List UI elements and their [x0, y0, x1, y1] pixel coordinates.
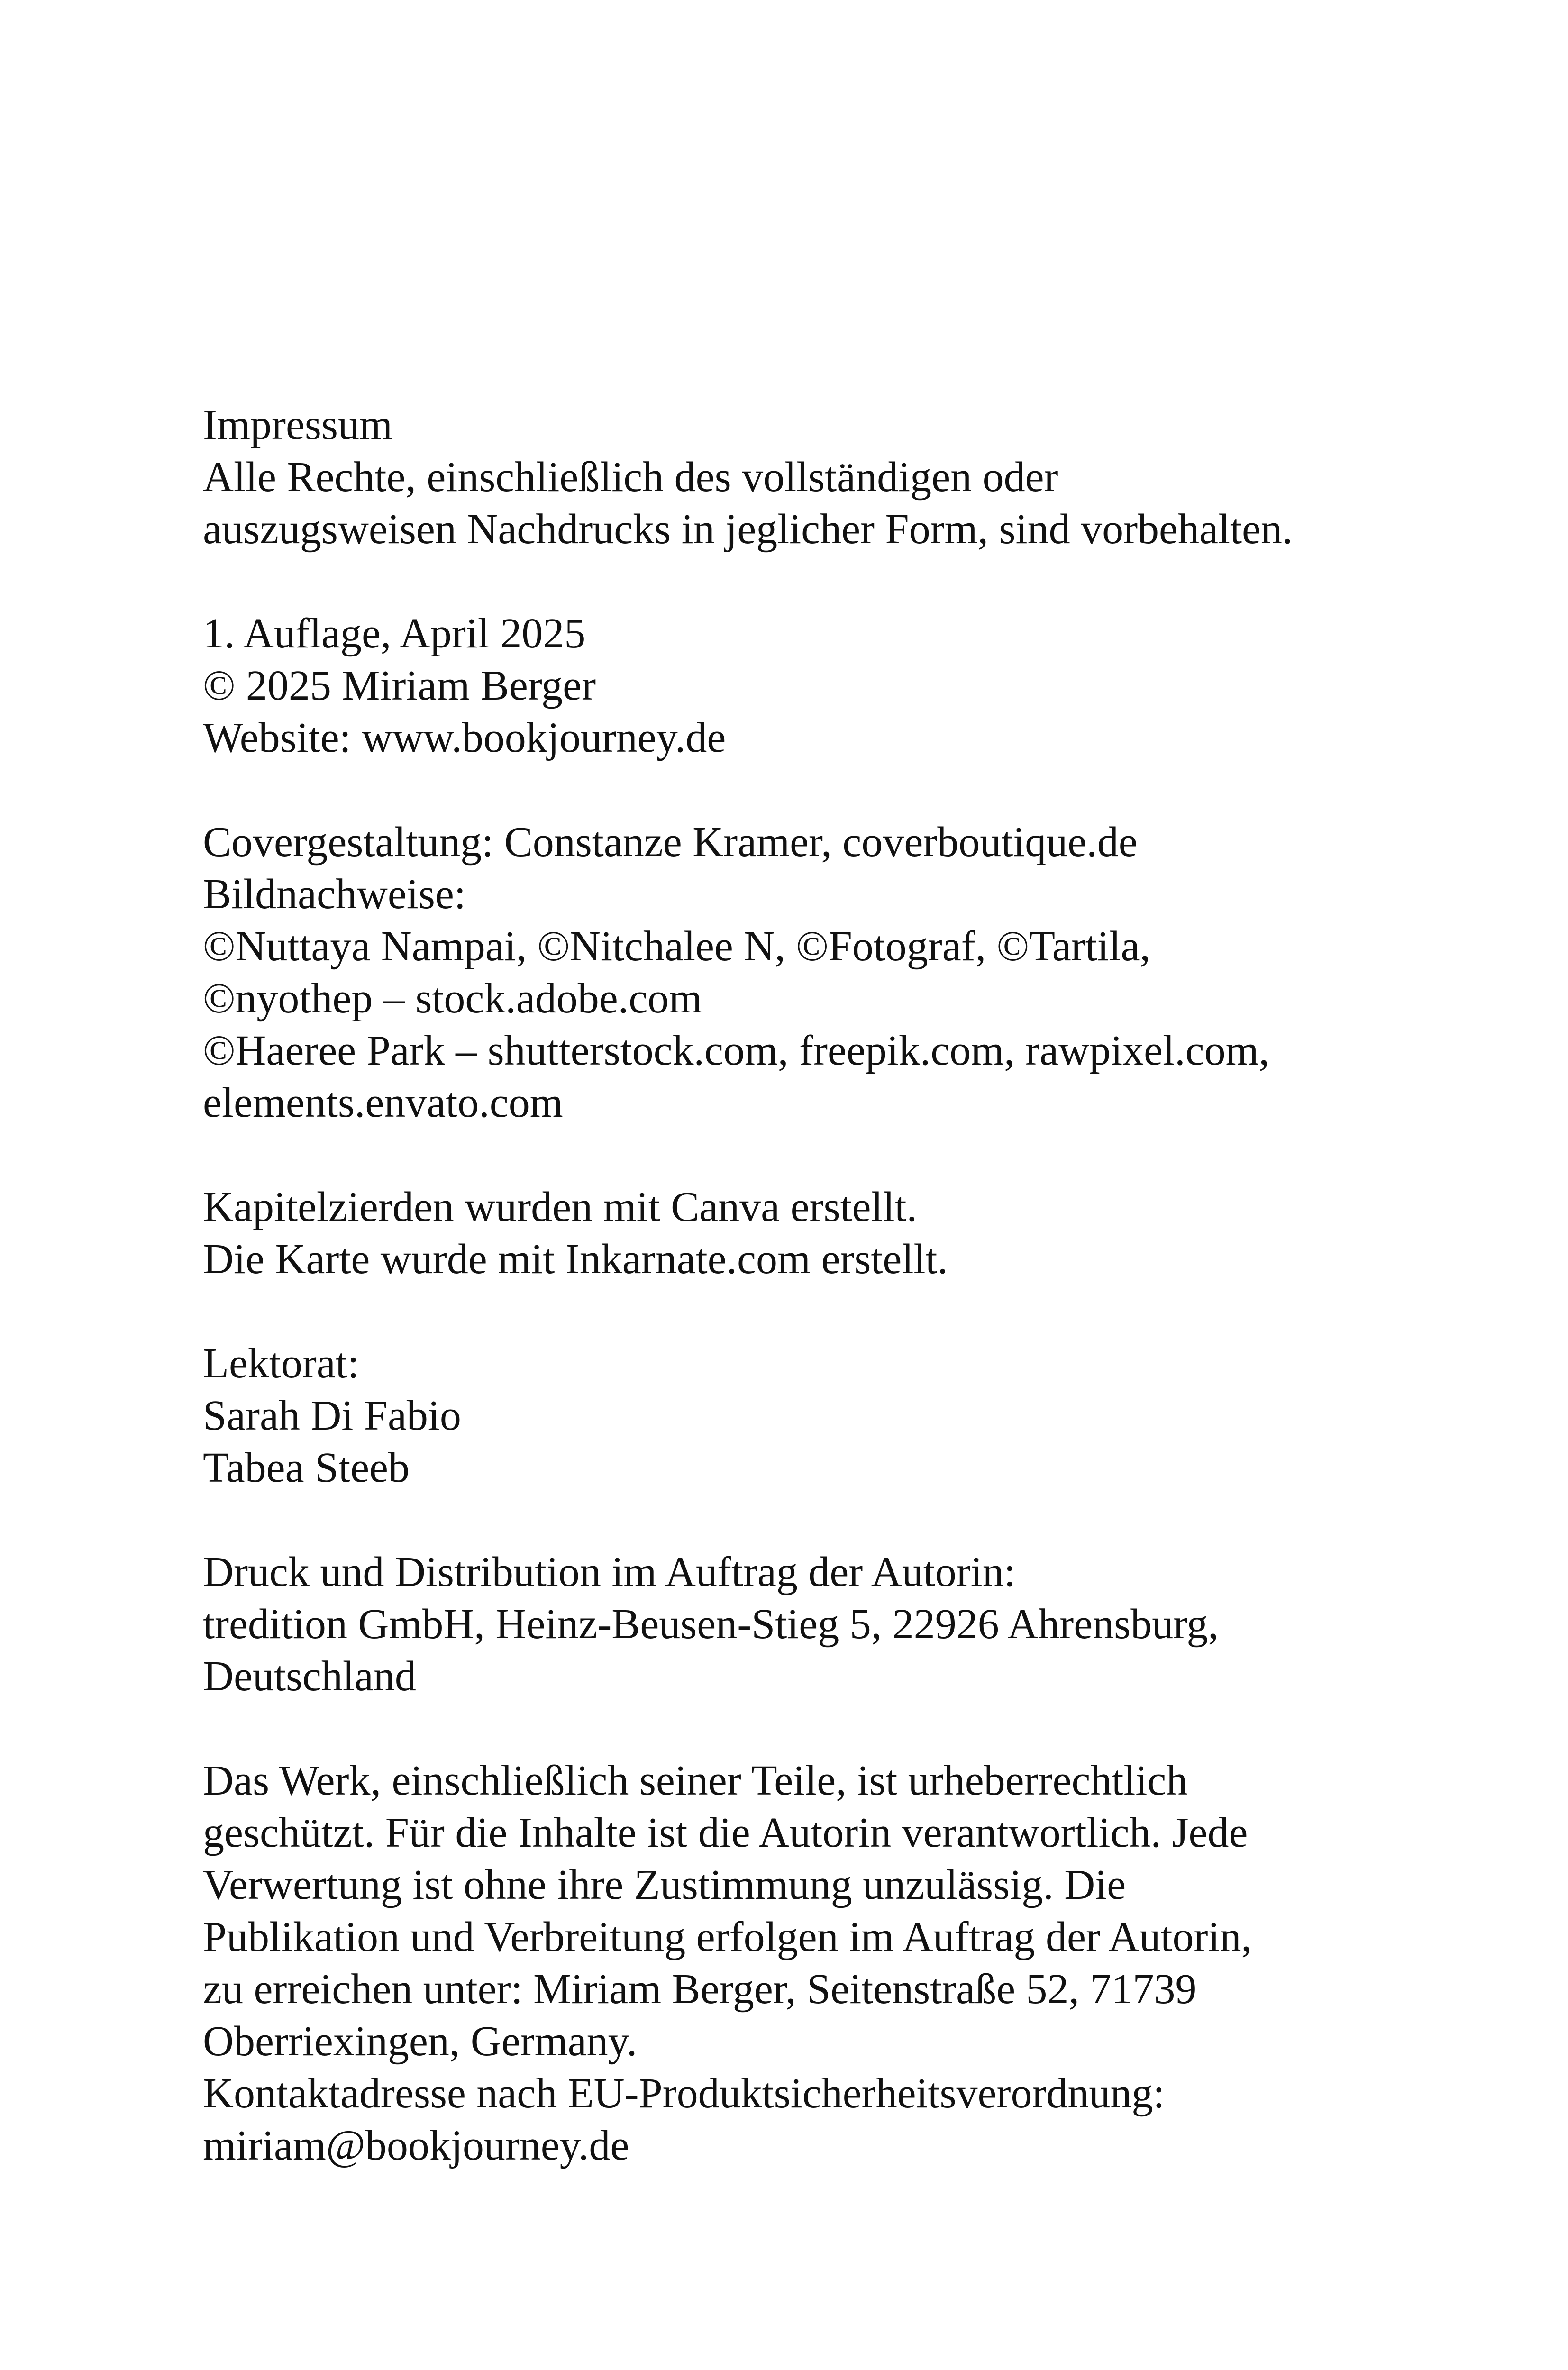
druck-line-3: Deutschland — [203, 1653, 416, 1700]
druck-line-1: Druck und Distribution im Auftrag der Autorin: — [203, 1549, 1016, 1595]
rights-line-1: Alle Rechte, einschließlich des vollständigen oder — [203, 454, 1058, 501]
legal-line-1: Das Werk, einschließlich seiner Teile, ist urheberrechtlich — [203, 1757, 1188, 1804]
paragraph-gap — [203, 556, 1388, 608]
legal-line-6: Oberriexingen, Germany. — [203, 2018, 638, 2065]
paragraph-gap — [203, 1129, 1388, 1181]
edition-line: 1. Auflage, April 2025 — [203, 610, 586, 657]
tools-line-1: Kapitelzierden wurden mit Canva erstellt. — [203, 1184, 917, 1231]
editor-name-1: Sarah Di Fabio — [203, 1392, 461, 1439]
contact-email: miriam@bookjourney.de — [203, 2122, 629, 2169]
legal-line-4: Publikation und Verbreitung erfolgen im Auftrag der Autorin, — [203, 1914, 1252, 1960]
image-credit-line-3: ©Haeree Park – shutterstock.com, freepik.com, rawpixel.com, — [203, 1027, 1270, 1074]
legal-line-3: Verwertung ist ohne ihre Zustimmung unzulässig. Die — [203, 1861, 1126, 1908]
paragraph-gap — [203, 764, 1388, 816]
paragraph-gap — [203, 1285, 1388, 1338]
tools-line-2: Die Karte wurde mit Inkarnate.com erstellt. — [203, 1236, 948, 1283]
editor-name-2: Tabea Steeb — [203, 1444, 410, 1491]
rights-line-2: auszugsweisen Nachdrucks in jeglicher Form, sind vorbehalten. — [203, 506, 1293, 553]
impressum-text — [203, 399, 1388, 2172]
paragraph-gap — [203, 1703, 1388, 1755]
image-credit-line-1: ©Nuttaya Nampai, ©Nitchalee N, ©Fotograf, ©Tartila, — [203, 923, 1151, 970]
legal-line-2: geschützt. Für die Inhalte ist die Autorin verantwortlich. Jede — [203, 1809, 1248, 1856]
copyright-line: © 2025 Miriam Berger — [203, 662, 596, 709]
lektorat-label: Lektorat: — [203, 1340, 359, 1387]
website-line: Website: www.bookjourney.de — [203, 714, 726, 761]
paragraph-gap — [203, 1494, 1388, 1546]
image-credit-line-2: ©nyothep – stock.adobe.com — [203, 975, 702, 1022]
impressum-heading: Impressum — [203, 401, 392, 448]
cover-credit: Covergestaltung: Constanze Kramer, coverboutique.de — [203, 819, 1138, 866]
druck-line-2: tredition GmbH, Heinz-Beusen-Stieg 5, 22926 Ahrensburg, — [203, 1601, 1219, 1648]
image-credit-line-4: elements.envato.com — [203, 1079, 563, 1126]
contact-label: Kontaktadresse nach EU-Produktsicherheitsverordnung: — [203, 2070, 1165, 2117]
image-credits-label: Bildnachweise: — [203, 871, 466, 918]
legal-line-5: zu erreichen unter: Miriam Berger, Seitenstraße 52, 71739 — [203, 1966, 1197, 2013]
